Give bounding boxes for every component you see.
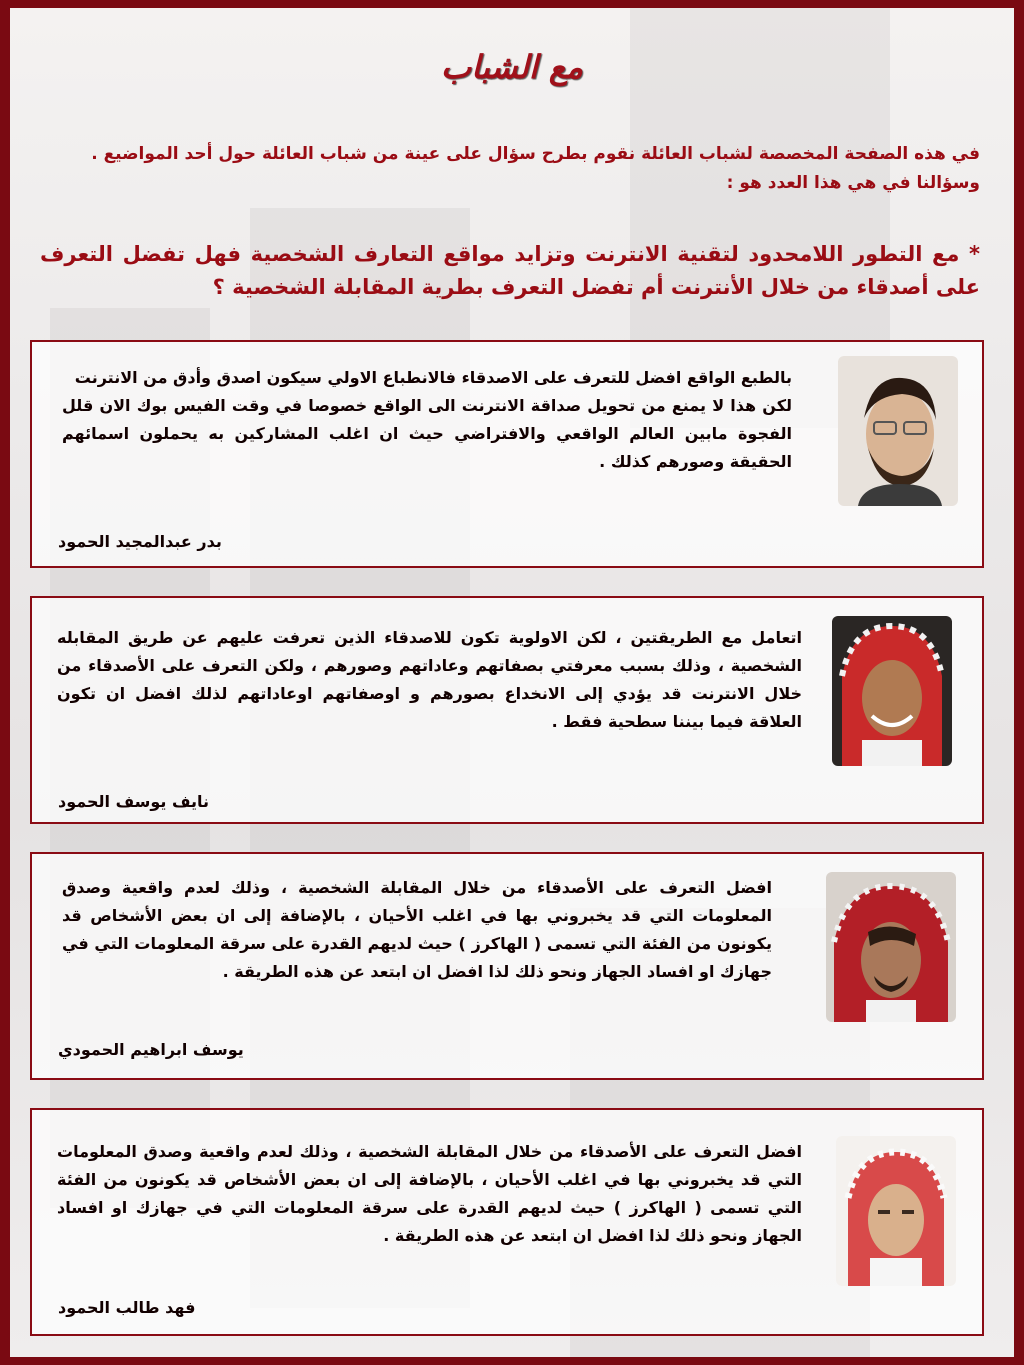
portrait-photo-icon [832,616,952,766]
response-paragraph: افضل التعرف على الأصدقاء من خلال المقابلة الشخصية ، وذلك لعدم واقعية وصدق المعلومات التي قد يخبروني بها في اغلب الأحيان ، بالإضافة إلى ان بعض الأشخاص قد يكونون من الفئة التي تسمى ( الهاكرز ) حيث لديهم القدرة على سرقة المعلومات التي في جهازك او افساد الجهاز ونحو ذلك لذا افضل ان ابتعد عن هذه الطريقة . [57,1142,802,1245]
portrait-photo-icon [838,356,958,506]
portrait-photo-icon [838,356,958,506]
response-card [30,340,984,568]
portrait-photo-icon [826,872,956,1022]
response-text [57,624,802,736]
page-background [10,8,1014,1357]
response-text [62,874,772,986]
question-text: * مع التطور اللامحدود لتقنية الانترنت وتزايد مواقع التعارف الشخصية فهل تفضل التعرف على أصدقاء من خلال الأنترنت أم تفضل التعرف بطرية المقابلة الشخصية ؟ [40,242,980,299]
response-paragraph: بالطبع الواقع افضل للتعرف على الاصدقاء فالانطباع الاولي سيكون اصدق وأدق من الانترنت [74,368,792,387]
author-name: يوسف ابراهيم الحمودي [58,1040,244,1059]
response-card [30,596,984,824]
response-card [30,1108,984,1336]
response-text [57,1138,802,1250]
author-name: بدر عبدالمجيد الحمود [58,532,222,551]
portrait-photo-icon [836,1136,956,1286]
response-card [30,852,984,1080]
response-paragraph: اتعامل مع الطريقتين ، لكن الاولوية تكون للاصدقاء الذين تعرفت عليهم عن طريق المقابله الشخصية ، وذلك بسبب معرفتي بصفاتهم وعاداتهم وصورهم ، ولكن التعرف على الأصدقاء من خلال الانترنت قد يؤدي إلى الانخداع بصورهم و اوصفاتهم اوعاداتهم لذلك افضل ان تكون العلاقة فيما بيننا سطحية فقط . [57,628,802,731]
author-name: فهد طالب الحمود [58,1298,196,1317]
response-text [62,364,792,476]
page-title: مع الشباب [440,48,584,86]
portrait-photo-icon [826,872,956,1022]
intro-text [40,140,980,198]
portrait-photo-icon [836,1136,956,1286]
portrait-photo-icon [832,616,952,766]
response-paragraph: لكن هذا لا يمنع من تحويل صداقة الانترنت الى الواقع خصوصا في وقت الفيس بوك الان قلل الفجوة مابين العالم الواقعي والافتراضي حيث ان اغلب المشاركين به يحملون اسمائهم الحقيقة وصورهم كذلك . [62,396,792,471]
author-name: نايف يوسف الحمود [58,792,210,811]
intro-line: في هذه الصفحة المخصصة لشباب العائلة نقوم بطرح سؤال على عينة من شباب العائلة حول أحد المواضيع . [91,144,980,164]
response-paragraph: افضل التعرف على الأصدقاء من خلال المقابلة الشخصية ، وذلك لعدم واقعية وصدق المعلومات التي قد يخبروني بها في اغلب الأحيان ، بالإضافة إلى ان بعض الأشخاص قد يكونون من الفئة التي تسمى ( الهاكرز ) حيث لديهم القدرة على سرقة المعلومات التي في جهازك او افساد الجهاز ونحو ذلك لذا افضل ان ابتعد عن هذه الطريقة . [62,878,772,981]
intro-line: وسؤالنا في هي هذا العدد هو : [726,173,980,193]
